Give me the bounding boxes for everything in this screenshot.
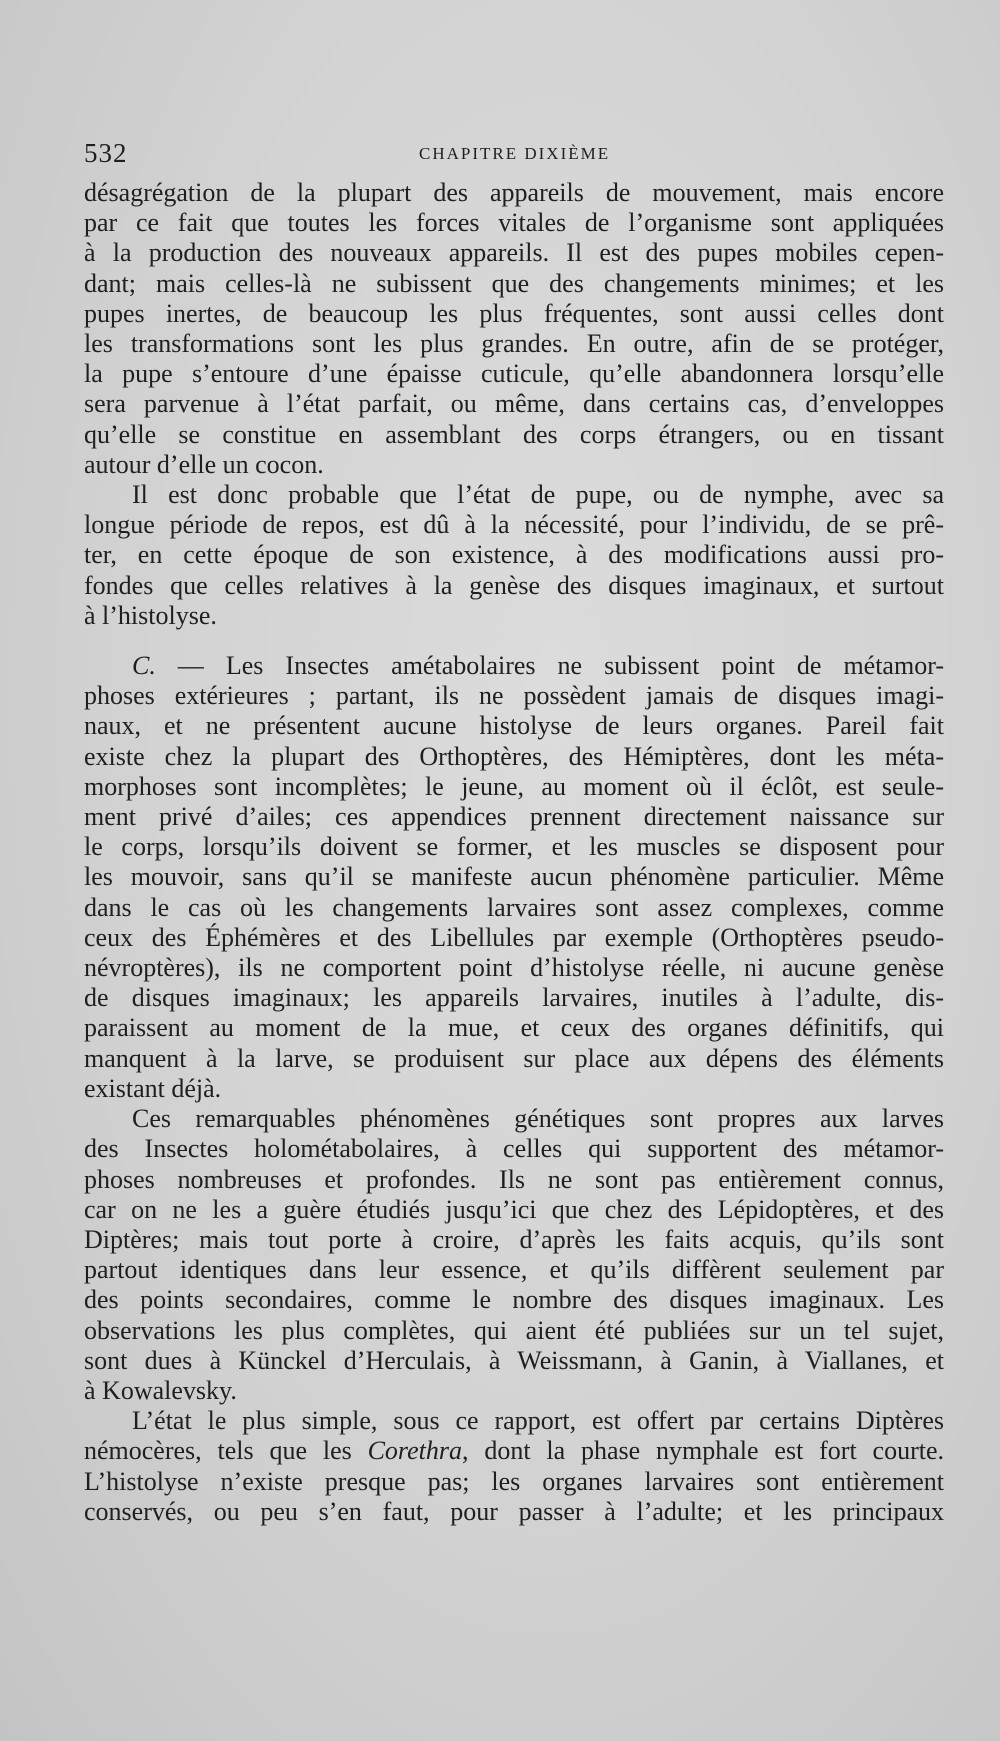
text-line: le corps, lorsqu’ils doivent se former, et les muscles se disposent pour xyxy=(84,832,944,862)
text-line: Il est donc probable que l’état de pupe, ou de nymphe, avec sa xyxy=(132,480,944,510)
text-line: les transformations sont les plus grandes. En outre, afin de se protéger, xyxy=(84,329,944,359)
text-line: sont dues à Künckel d’Herculais, à Weissmann, à Ganin, à Viallanes, et xyxy=(84,1345,944,1375)
text-line: longue période de repos, est dû à la nécessité, pour l’individu, de se prê- xyxy=(84,510,944,540)
text-line: qu’elle se constitue en assemblant des corps étrangers, ou en tissant xyxy=(84,419,944,449)
text-line: ceux des Éphémères et des Libellules par exemple (Orthoptères pseudo- xyxy=(84,922,944,952)
text-line: par ce fait que toutes les forces vitales de l’organisme sont appliquées xyxy=(84,208,944,238)
text-line: Ces remarquables phénomènes génétiques sont propres aux larves xyxy=(132,1104,944,1134)
text-span: — Les Insectes amétabolaires ne subissent point de métamor- xyxy=(177,651,944,681)
text-line: la pupe s’entoure d’une épaisse cuticule, qu’elle abandonnera lorsqu’elle xyxy=(84,359,944,389)
page-header xyxy=(84,138,944,172)
text-line: car on ne les a guère étudiés jusqu’ici que chez des Lépidoptères, et des xyxy=(84,1194,944,1224)
text-line: pupes inertes, de beaucoup les plus fréquentes, sont aussi celles dont xyxy=(84,298,944,328)
text-line: des Insectes holométabolaires, à celles qui supportent des métamor- xyxy=(84,1134,944,1164)
text-line: existant déjà. xyxy=(84,1073,222,1103)
text-line: naux, et ne présentent aucune histolyse de leurs organes. Pareil fait xyxy=(84,711,944,741)
taxon-name: Corethra xyxy=(367,1436,462,1466)
text-line: fondes que celles relatives à la genèse des disques imaginaux, et surtout xyxy=(84,570,944,600)
paragraph xyxy=(84,651,944,1104)
text-line: phoses extérieures ; partant, ils ne possèdent jamais de disques imagi- xyxy=(84,681,944,711)
text-line: à la production des nouveaux appareils. Il est des pupes mobiles cepen- xyxy=(84,238,944,268)
text-line: les mouvoir, sans qu’il se manifeste aucun phénomène particulier. Même xyxy=(84,862,944,892)
page-number: 532 xyxy=(84,138,128,168)
running-head: CHAPITRE DIXIÈME xyxy=(419,144,611,163)
text-line: existe chez la plupart des Orthoptères, des Hémiptères, dont les méta- xyxy=(84,741,944,771)
text-line: à l’histolyse. xyxy=(84,600,217,630)
paragraph xyxy=(84,1406,944,1527)
text-span: némocères, tels que les xyxy=(84,1436,368,1466)
section-label: C. xyxy=(132,651,156,681)
text-line: dans le cas où les changements larvaires sont assez complexes, comme xyxy=(84,892,944,922)
text-line: sera parvenue à l’état parfait, ou même, dans certains cas, d’enveloppes xyxy=(84,389,944,419)
text-line: dant; mais celles-là ne subissent que des changements minimes; et les xyxy=(84,268,944,298)
text-line: Diptères; mais tout porte à croire, d’après les faits acquis, qu’ils sont xyxy=(84,1224,944,1254)
paragraph xyxy=(84,480,944,631)
text-line: de disques imaginaux; les appareils larvaires, inutiles à l’adulte, dis- xyxy=(84,983,944,1013)
text-line xyxy=(84,1436,944,1466)
text-line: phoses nombreuses et profondes. Ils ne sont pas entièrement connus, xyxy=(84,1164,944,1194)
text-line: manquent à la larve, se produisent sur place aux dépens des éléments xyxy=(84,1043,944,1073)
text-line: conservés, ou peu s’en faut, pour passer à l’adulte; et les principaux xyxy=(84,1496,944,1526)
text-line: des points secondaires, comme le nombre des disques imaginaux. Les xyxy=(84,1285,944,1315)
paragraph xyxy=(84,178,944,480)
text-line: ter, en cette époque de son existence, à des modifications aussi pro- xyxy=(84,540,944,570)
text-line: à Kowalevsky. xyxy=(84,1375,237,1405)
text-line xyxy=(84,651,944,681)
text-span: , dont la phase nymphale est fort courte. xyxy=(461,1436,944,1466)
text-line: observations les plus complètes, qui aient été publiées sur un tel sujet, xyxy=(84,1315,944,1345)
text-line: ment privé d’ailes; ces appendices prennent directement naissance sur xyxy=(84,802,944,832)
text-line: désagrégation de la plupart des appareils de mouvement, mais encore xyxy=(84,178,944,207)
text-line: L’état le plus simple, sous ce rapport, est offert par certains Diptères xyxy=(132,1406,944,1436)
text-line: paraissent au moment de la mue, et ceux des organes définitifs, qui xyxy=(84,1013,944,1043)
text-line: autour d’elle un cocon. xyxy=(84,449,324,479)
body-text xyxy=(84,178,944,1527)
text-line: partout identiques dans leur essence, et qu’ils diffèrent seulement par xyxy=(84,1255,944,1285)
text-line: L’histolyse n’existe presque pas; les organes larvaires sont entièrement xyxy=(84,1466,944,1496)
text-line: morphoses sont incomplètes; le jeune, au moment où il éclôt, est seule- xyxy=(84,771,944,801)
paragraph xyxy=(84,1104,944,1406)
text-line: névroptères), ils ne comportent point d’histolyse réelle, ni aucune genèse xyxy=(84,953,944,983)
